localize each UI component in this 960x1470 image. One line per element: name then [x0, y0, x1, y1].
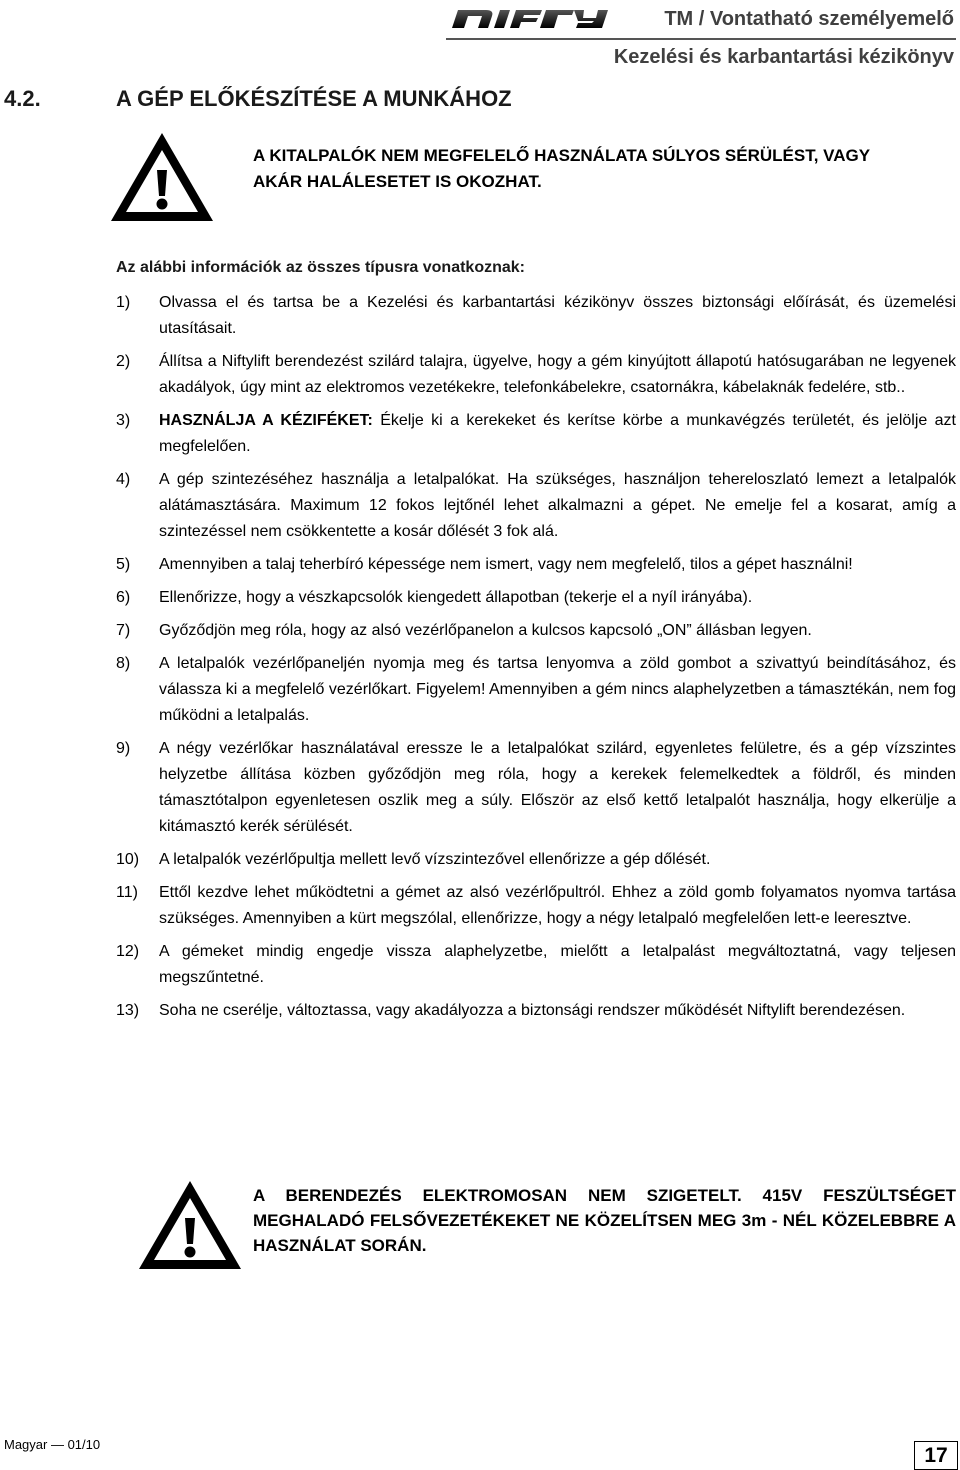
list-item: [116, 651, 956, 729]
list-item: [116, 847, 956, 873]
header-divider: [446, 38, 956, 40]
item-text: Ellenőrizze, hogy a vészkapcsolók kiengedett állapotban (tekerje el a nyíl irányába).: [159, 589, 753, 606]
item-text: A gémeket mindig engedje vissza alaphelyzetbe, mielőtt a letalpalást megváltoztatná, vagy teljesen megszűntetné.: [159, 943, 956, 986]
document-header-title: TM / Vontatható személyemelő: [664, 8, 954, 30]
list-item: [116, 998, 956, 1024]
item-number: 11): [116, 884, 138, 901]
item-text: A gép szintezéséhez használja a letalpalókat. Ha szükséges, használjon tehereloszlató lemezt a letalpalók alátámasztására. Maximum 12 fokos lejtőnél lehet alkalmazni a gépet. Ne emelje fel a kosarat, amíg a szintezéssel nem csökkentette a kosár dőlését 3 fok alá.: [159, 471, 956, 540]
item-number: 5): [116, 556, 131, 573]
item-number: 2): [116, 353, 131, 370]
item-number: 10): [116, 851, 140, 868]
list-item: [116, 939, 956, 991]
intro-text: Az alábbi információk az összes típusra vonatkoznak:: [116, 259, 525, 276]
list-item: [116, 618, 956, 644]
item-number: 1): [116, 294, 131, 311]
item-text: Soha ne cserélje, változtassa, vagy akadályozza a biztonsági rendszer működését Niftylift berendezésen.: [159, 1002, 906, 1019]
list-item: [116, 467, 956, 545]
warning-triangle-icon: [136, 1178, 244, 1272]
item-text: A letalpalók vezérlőpaneljén nyomja meg és tartsa lenyomva a zöld gombot a szivattyú beindításához, és válassza ki a megfelelő vezérlőkart. Figyelem! Amennyiben a gém nincs alaphelyzetben a támasztékán, nem fog működni a letalpalás.: [159, 655, 956, 724]
section-number: 4.2.: [4, 86, 41, 111]
list-item: [116, 290, 956, 342]
item-number: 9): [116, 740, 131, 757]
item-text: Ékelje ki a kerekeket és kerítse körbe a munkavégzés területét, és jelölje azt megfelelően.: [159, 412, 956, 455]
item-number: 3): [116, 412, 131, 429]
warning-triangle-icon: [108, 130, 216, 224]
item-number: 4): [116, 471, 131, 488]
nifty-logo: [446, 6, 622, 30]
page-number: 17: [914, 1441, 958, 1470]
item-number: 8): [116, 655, 131, 672]
footer-language-date: Magyar — 01/10: [4, 1437, 101, 1452]
warning-message-bottom: A BERENDEZÉS ELEKTROMOSAN NEM SZIGETELT. 415V FESZÜLTSÉGET MEGHALADÓ FELSŐVEZETÉKEKET NE KÖZELÍTSEN MEG 3m - NÉL KÖZELEBBRE A HASZNÁLAT SORÁN.: [253, 1186, 956, 1255]
item-number: 12): [116, 943, 140, 960]
document-header-subtitle: Kezelési és karbantartási kézikönyv: [613, 46, 954, 68]
section-title: A GÉP ELŐKÉSZÍTÉSE A MUNKÁHOZ: [116, 86, 512, 111]
list-item: [116, 585, 956, 611]
item-number: 13): [116, 1002, 140, 1019]
item-text: A letalpalók vezérlőpultja mellett levő vízszintezővel ellenőrizze a gép dőlését.: [159, 851, 711, 868]
item-text: Olvassa el és tartsa be a Kezelési és karbantartási kézikönyv összes biztonsági előírását, és üzemelési utasításait.: [159, 294, 956, 337]
list-item: [116, 349, 956, 401]
instruction-list: [116, 290, 956, 1031]
list-item: [116, 408, 956, 460]
item-lead-text: HASZNÁLJA A KÉZIFÉKET:: [159, 412, 373, 429]
item-text: Állítsa a Niftylift berendezést szilárd talajra, ügyelve, hogy a gém kinyújtott állapotú hatósugarában ne legyenek akadályok, úgy mint az elektromos vezetékekre, telefonkábelekre, csatornákra, kábelaknák fedelére, stb..: [159, 353, 956, 396]
item-number: 6): [116, 589, 131, 606]
item-text: A négy vezérlőkar használatával eressze le a letalpalókat szilárd, egyenletes felületre, és a gép vízszintes helyzetbe állítása közben győződjön meg róla, hogy a kerekek felemelkedtek a földről, és minden támasztótalpon egyenletesen oszlik meg a súly. Először az első kettő letalpalót használja, hogy elkerülje a kitámasztó kerék sérülését.: [159, 740, 956, 835]
list-item: [116, 736, 956, 840]
item-text: Ettől kezdve lehet működtetni a gémet az alsó vezérlőpultról. Ehhez a zöld gomb folyamatos nyomva tartása szükséges. Amennyiben a kürt megszólal, ellenőrizze, hogy a négy letalpaló megfelelően lett-e leeresztve.: [159, 884, 956, 927]
list-item: [116, 880, 956, 932]
item-number: 7): [116, 622, 131, 639]
warning-message-top: A KITALPALÓK NEM MEGFELELŐ HASZNÁLATA SÚLYOS SÉRÜLÉST, VAGY AKÁR HALÁLESETET IS OKOZHAT.: [253, 146, 870, 191]
list-item: [116, 552, 956, 578]
item-text: Győződjön meg róla, hogy az alsó vezérlőpanelon a kulcsos kapcsoló „ON” állásban legyen.: [159, 622, 812, 639]
item-text: Amennyiben a talaj teherbíró képessége nem ismert, vagy nem megfelelő, tilos a gépet használni!: [159, 556, 853, 573]
